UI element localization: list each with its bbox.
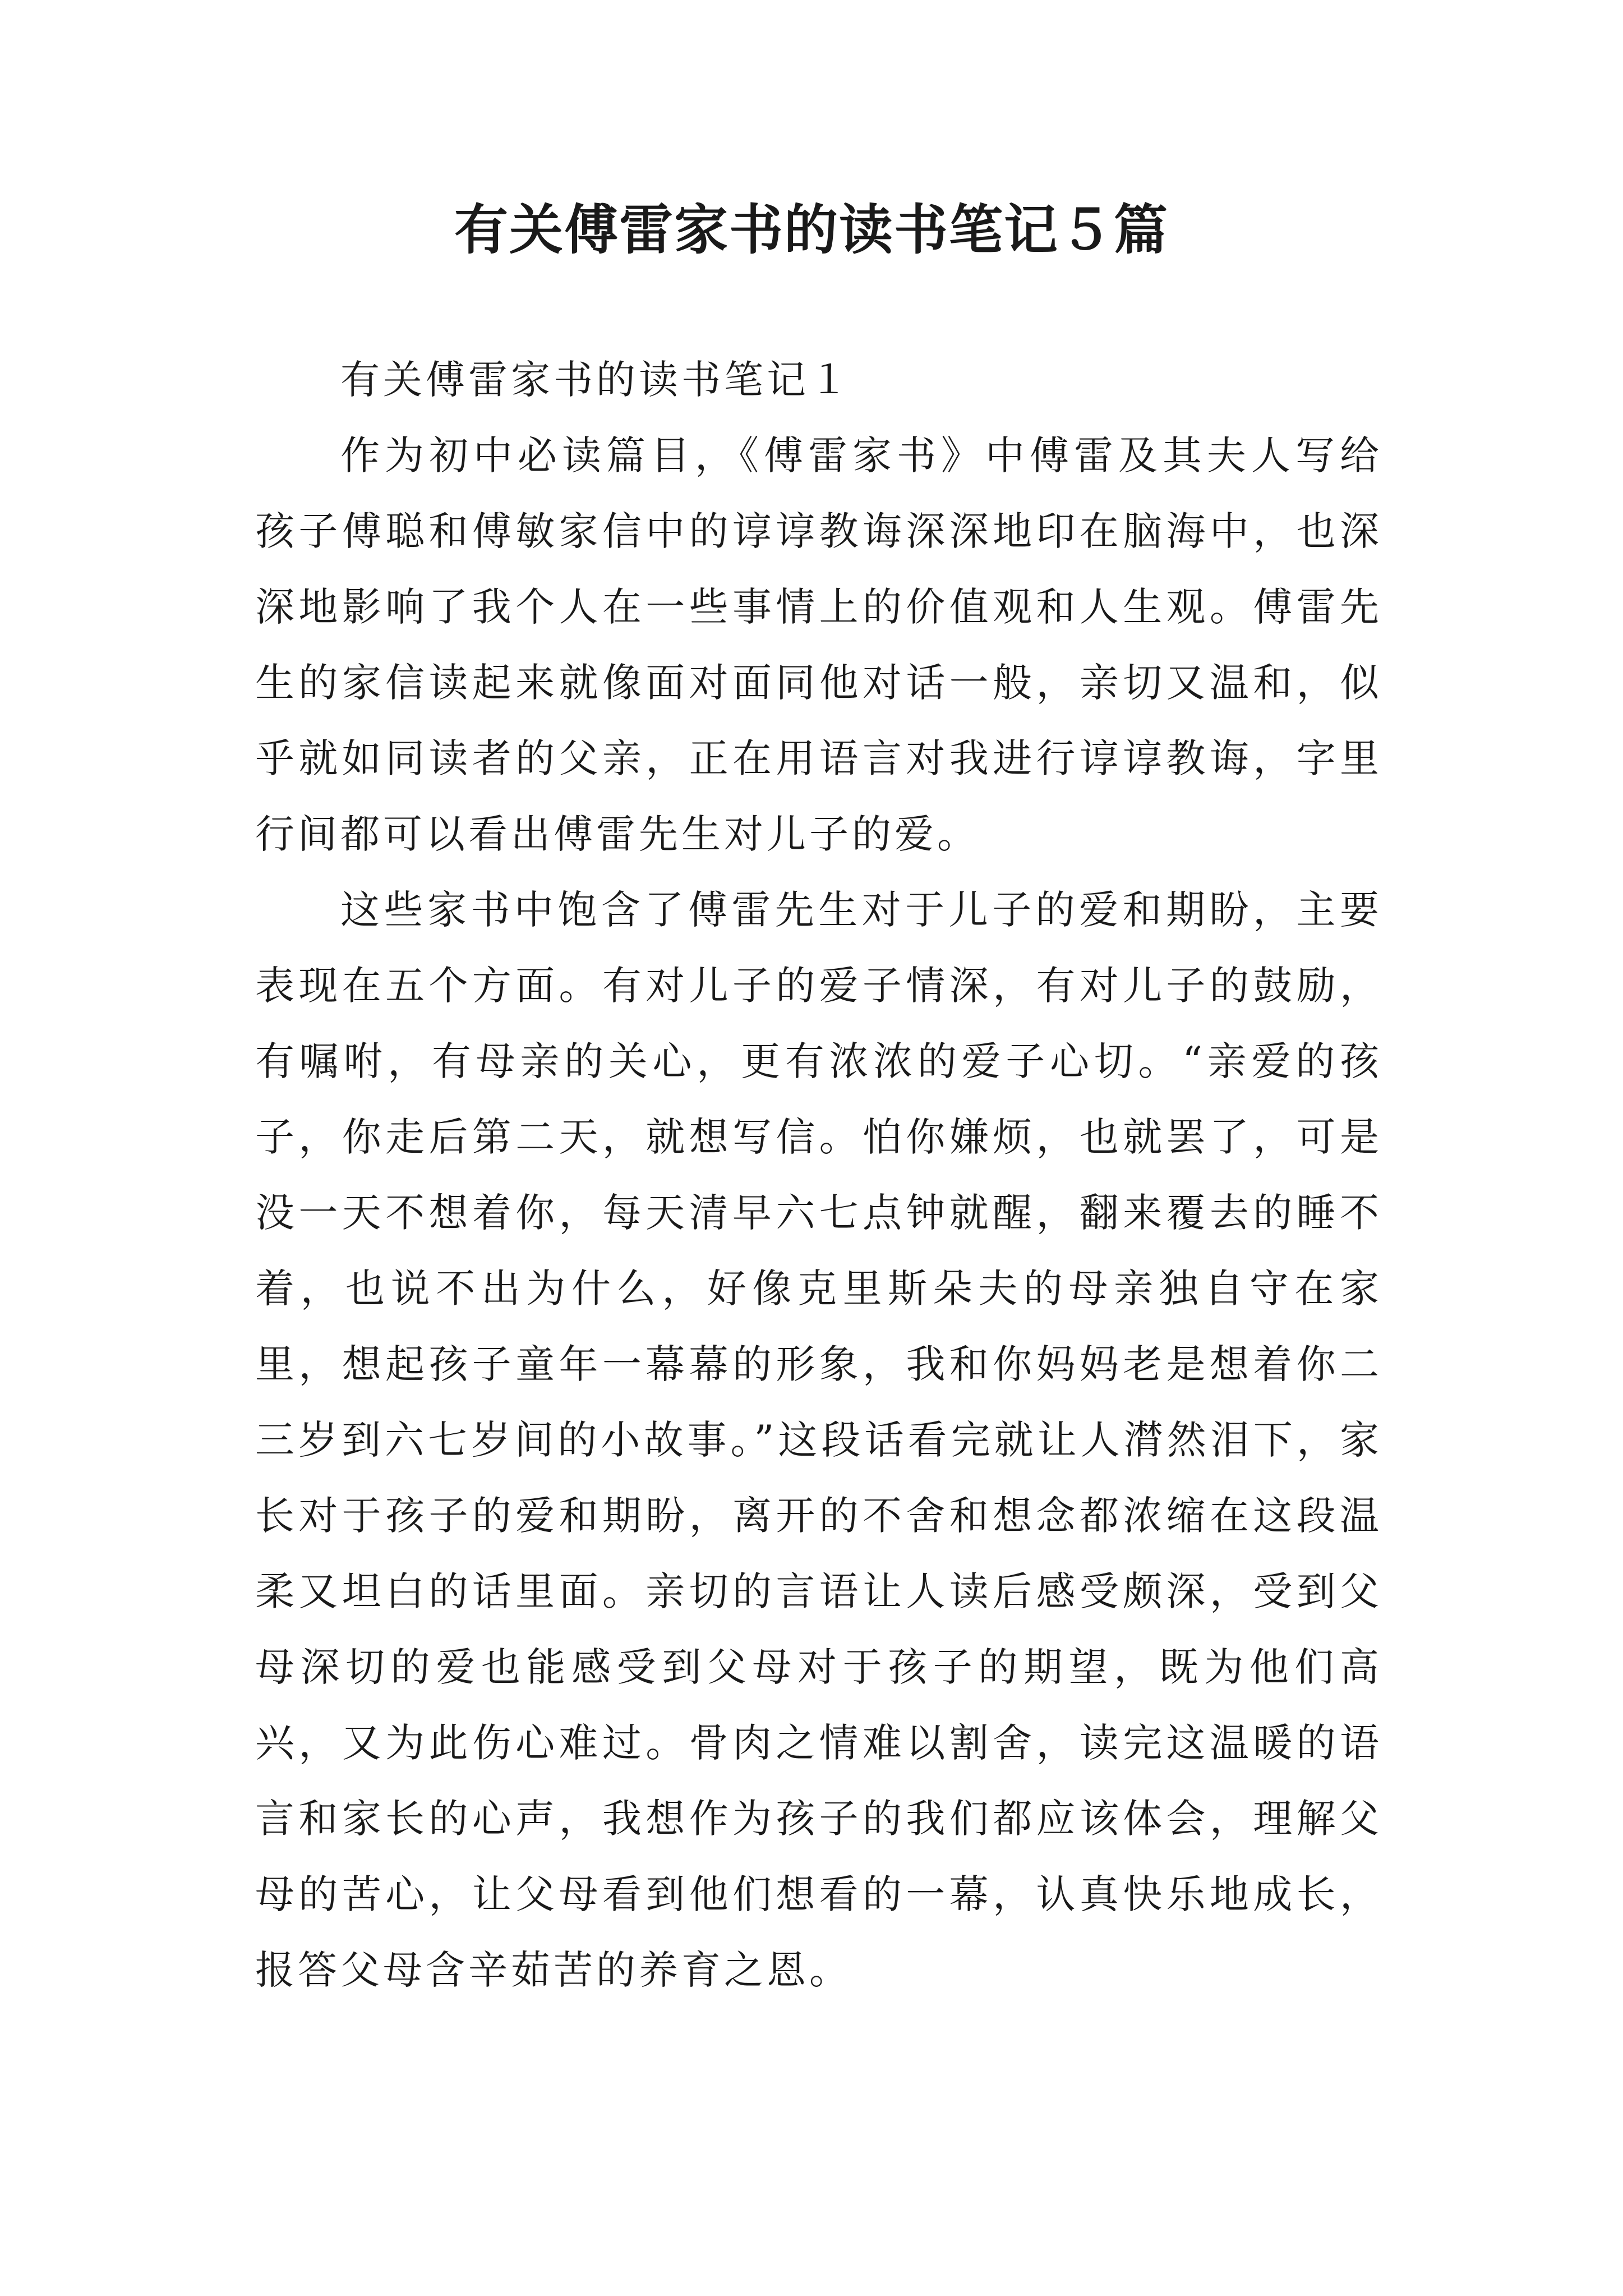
paragraph-1: 作为初中必读篇目，《傅雷家书》中傅雷及其夫人写给孩子傅聪和傅敏家信中的谆谆教诲深深地印在脑海中，也深深地影响了我个人在一些事情上的价值观和人生观。傅雷先生的家信读起来就像面对面同他对话一般，亲切又温和，似乎就如同读者的父亲，正在用语言对我进行谆谆教诲，字里行间都可以看出傅雷先生对儿子的爱。	[255, 432, 1382, 857]
document-title: 有关傅雷家书的读书笔记５篇	[454, 198, 1169, 261]
paragraph-2: 这些家书中饱含了傅雷先生对于儿子的爱和期盼，主要表现在五个方面。有对儿子的爱子情深，有对儿子的鼓励，有嘱咐，有母亲的关心，更有浓浓的爱子心切。“亲爱的孩子，你走后第二天，就想写信。怕你嫌烦，也就罢了，可是没一天不想着你，每天清早六七点钟就醒，翻来覆去的睡不着，也说不出为什么，好像克里斯朵夫的母亲独自守在家里，想起孩子童年一幕幕的形象，我和你妈妈老是想着你二三岁到六七岁间的小故事。”这段话看完就让人潸然泪下，家长对于孩子的爱和期盼，离开的不舍和想念都浓缩在这段温柔又坦白的话里面。亲切的言语让人读后感受颇深，受到父母深切的爱也能感受到父母对于孩子的期望，既为他们高兴，又为此伤心难过。骨肉之情难以割舍，读完这温暖的语言和家长的心声，我想作为孩子的我们都应该体会，理解父母的苦心，让父母看到他们想看的一幕，认真快乐地成长，报答父母含辛茹苦的养育之恩。	[255, 887, 1382, 1993]
article-body	[255, 342, 1382, 2008]
section-heading: 有关傅雷家书的读书笔记１	[340, 357, 852, 403]
